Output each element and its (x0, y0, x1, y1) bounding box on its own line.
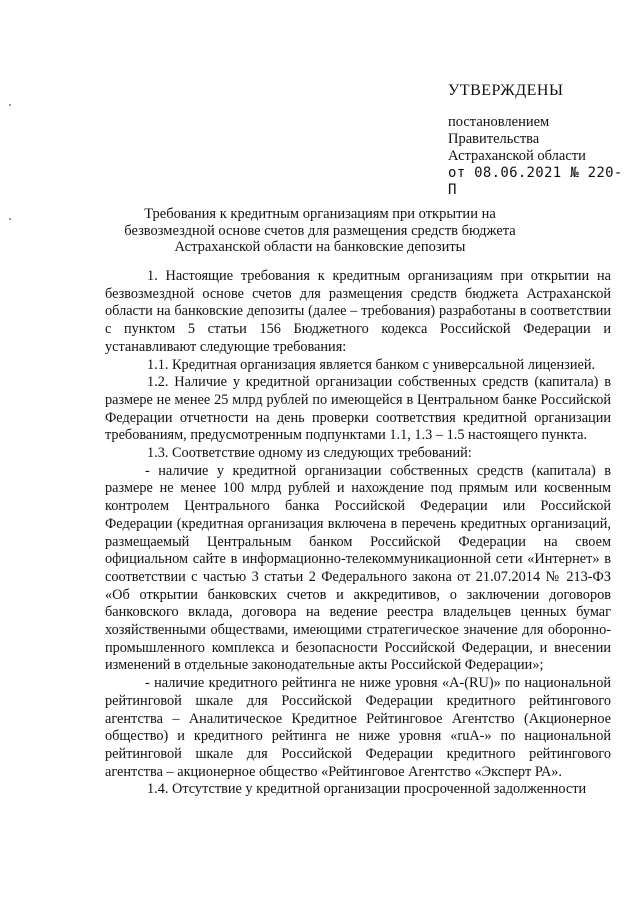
paragraph-1-4: 1.4. Отсутствие у кредитной организации просроченной задолженности (147, 781, 587, 798)
approval-line-2: Правительства (448, 131, 540, 147)
scan-mark (9, 218, 11, 220)
bullet-capital: - наличие у кредитной организации собственных средств (капитала) в размере не менее 100 млрд рублей и нахождение под прямым или косвенным контролем Центрального банка Российской Федерации или Российской Федерации (кредитная организация включена в перечень кредитных организаций, размещаемый Центральным банком Российской Федерации на своем официальном сайте в информационно-телекоммуникационной сети «Интернет» в соответствии с частью 3 статьи 2 Федерального закона от 21.07.2014 № 213-ФЗ «Об открытии банковских счетов и аккредитивов, о заключении договоров банковского вклада, договора на ведение реестра владельцев ценных бумаг хозяйственными обществами, имеющими стратегическое значение для оборонно-промышленного комплекса и безопасности Российской Федерации, и внесении изменений в отдельные законодательные акты Российской Федерации»; (105, 462, 611, 674)
paragraph-1-3: 1.3. Соответствие одному из следующих требований: (147, 445, 472, 462)
approval-date-number: от 08.06.2021 № 220-П (448, 165, 623, 198)
document-body (105, 268, 611, 799)
approval-line-1: постановлением (448, 114, 550, 130)
scan-mark (9, 104, 11, 106)
bullet-rating: - наличие кредитного рейтинга не ниже уровня «A-(RU)» по национальной рейтинговой шкале для Российской Федерации кредитного рейтингового агентства – Аналитическое Кредитное Рейтинговое Агентство (Акционерное общество) и кредитного рейтинга не ниже уровня «ruA-» по национальной рейтинговой шкале для Российской Федерации кредитного рейтингового агентства – акционерное общество «Рейтинговое Агентство «Эксперт РА». (105, 675, 611, 780)
paragraph-1-1: 1.1. Кредитная организация является банком с универсальной лицензией. (147, 356, 596, 373)
approval-block (448, 82, 628, 199)
document-title: Требования к кредитным организациям при открытии на безвозмездной основе счетов для размещения средств бюджета Астраханской области на банковские депозиты (124, 206, 516, 255)
paragraph-1-2: 1.2. Наличие у кредитной организации собственных средств (капитала) в размере не менее 25 млрд рублей по имеющейся в Центральном банке Российской Федерации отчетности на день проверки соответствия кредитной организации требованиям, предусмотренным подпунктами 1.1, 1.3 – 1.5 настоящего пункта. (105, 374, 611, 444)
paragraph-1: 1. Настоящие требования к кредитным организациям при открытии на безвозмездной основе счетов для размещения средств бюджета Астраханской области на банковские депозиты (далее – требования) разработаны в соответствии с пунктом 5 статьи 156 Бюджетного кодекса Российской Федерации и устанавливают следующие требования: (105, 268, 611, 355)
approval-line-3: Астраханской области (448, 148, 586, 164)
approval-title: УТВЕРЖДЕНЫ (448, 82, 564, 99)
